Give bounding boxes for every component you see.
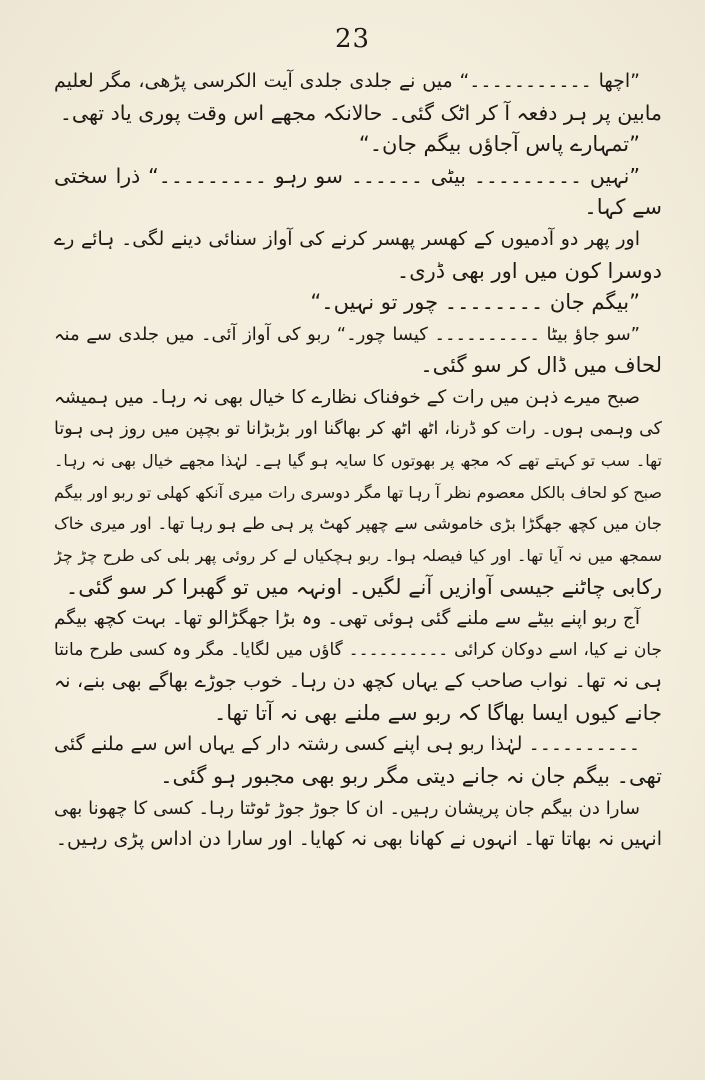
text-line: کی وہمی ہوں۔ رات کو ڈرنا، اٹھ اٹھ کر بھاگنا اور بڑبڑانا تو بچپن میں روز ہی ہوتا (54, 418, 662, 439)
text-line: جان نے کیا، اسے دوکان کرائی ۔۔۔۔۔۔۔۔۔۔ گاؤں میں لگایا۔ مگر وہ کسی طرح مانتا (54, 639, 662, 660)
text-line: صبح کو لحاف بالکل معصوم نظر آ رہا تھا مگر دوسری رات میری آنکھ کھلی تو ربو اور بیگم (54, 482, 662, 502)
page-number: 23 (334, 24, 371, 54)
page-text (54, 66, 662, 856)
text-line: صبح میرے ذہن میں رات کے خوفناک نظارے کا خیال بھی نہ رہا۔ میں ہمیشہ (54, 386, 640, 408)
text-line: جانے کیوں ایسا بھاگا کہ ربو سے ملنے بھی نہ آتا تھا۔ (213, 700, 662, 725)
text-line: سے کہا۔ (584, 195, 662, 220)
text-line: ”نہیں ۔۔۔۔۔۔۔۔۔ بیٹی ۔۔۔۔۔۔ سو رہو ۔۔۔۔۔۔۔۔۔“ ذرا سختی (54, 163, 640, 188)
text-line: تھی۔ بیگم جان نہ جانے دیتی مگر ربو بھی مجبور ہو گئی۔ (160, 764, 662, 789)
text-line: ہی نہ تھا۔ نواب صاحب کے یہاں کچھ دن رہا۔ خوب جوڑے بھاگے بھی بنے، نہ (54, 670, 662, 693)
text-line: ”تمہارے پاس آجاؤں بیگم جان۔“ (358, 132, 640, 157)
text-line: سمجھ میں نہ آیا تھا۔ اور کیا فیصلہ ہوا۔ ربو ہچکیاں لے کر روئی پھر بلی کی طرح چڑ چڑ (54, 545, 662, 565)
text-line: ”اچھا ۔۔۔۔۔۔۔۔۔۔۔“ میں نے جلدی جلدی آیت الکرسی پڑھی، مگر لعلیم (54, 70, 640, 92)
text-line: ۔۔۔۔۔۔۔۔۔۔ لہٰذا ربو ہی اپنے کسی رشتہ دار کے یہاں اس سے ملنے گئی (54, 733, 640, 756)
text-line: لحاف میں ڈال کر سو گئی۔ (420, 353, 662, 378)
text-line: تھا۔ سب تو کہتے تھے کہ مجھ پر بھوتوں کا سایہ ہو گیا ہے۔ لہٰذا مجھے خیال بھی نہ رہا۔ (54, 451, 662, 471)
text-line: ”بیگم جان ۔۔۔۔۔۔۔۔ چور تو نہیں۔“ (310, 290, 640, 315)
text-line: مابین پر ہر دفعہ آ کر اٹک گئی۔ حالانکہ مجھے اس وقت پوری یاد تھی۔ (59, 100, 662, 125)
text-line: ”سو جاؤ بیٹا ۔۔۔۔۔۔۔۔۔۔ کیسا چور۔“ ربو کی آواز آئی۔ میں جلدی سے منہ (54, 323, 640, 345)
text-line: سارا دن بیگم جان پریشان رہیں۔ ان کا جوڑ جوڑ ٹوٹتا رہا۔ کسی کا چھونا بھی (54, 797, 640, 819)
text-line: رکابی چاٹنے جیسی آوازیں آنے لگیں۔ اونہہ میں تو گھبرا کر سو گئی۔ (65, 574, 662, 599)
text-line: انہیں نہ بھاتا تھا۔ انہوں نے کھانا بھی نہ کھایا۔ اور سارا دن اداس پڑی رہیں۔ (55, 828, 662, 851)
text-line: اور پھر دو آدمیوں کے کھسر پھسر کرنے کی آواز سنائی دینے لگی۔ ہائے رے (54, 227, 640, 250)
text-line: آج ربو اپنے بیٹے سے ملنے گئی ہوئی تھی۔ وہ بڑا جھگڑالو تھا۔ بہت کچھ بیگم (54, 608, 640, 630)
text-line: جان میں کچھ جھگڑا بڑی خاموشی سے چھپر کھٹ پر ہی طے ہو رہا تھا۔ اور میری خاک (54, 514, 662, 534)
text-line: دوسرا کون میں اور بھی ڈری۔ (396, 258, 662, 283)
